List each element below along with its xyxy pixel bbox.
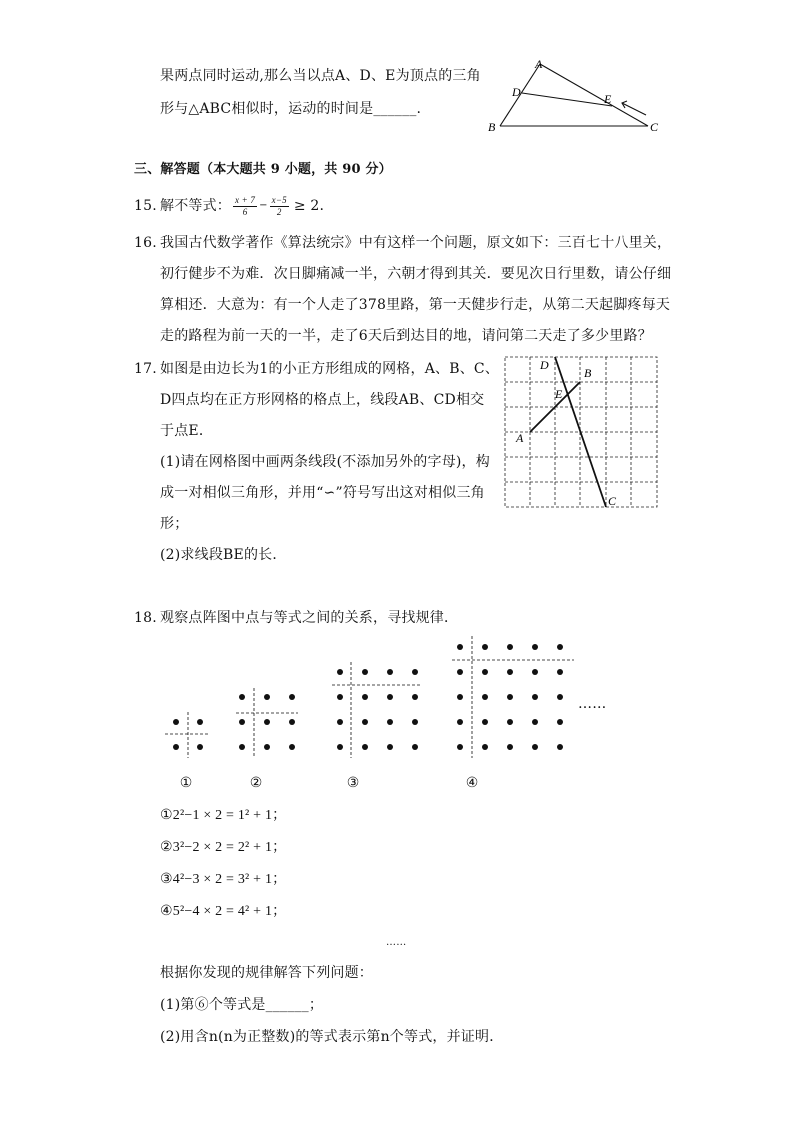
dot-array-ellipsis: …… — [578, 696, 607, 712]
q15-suffix: ≥ 2. — [293, 198, 325, 214]
q18-part2: (2)用含n(n为正整数)的等式表示第n个等式，并证明． — [160, 1029, 504, 1045]
equation-3 — [160, 869, 286, 890]
q16-line-2: 初行健步不为难．次日脚痛减一半，六朝才得到其关．要见次日行里数，请公仔细 — [160, 266, 672, 282]
figure-label-3: ③ — [346, 775, 360, 791]
equation-1-text: 2²−1 × 2 = 1² + 1； — [172, 808, 287, 823]
triangle-figure — [480, 56, 670, 136]
dot-array-1 — [165, 712, 210, 758]
triangle-label-d: D — [512, 85, 521, 99]
q15-fraction-1 — [233, 195, 257, 218]
q15-frac1-den: 6 — [242, 206, 248, 217]
grid-label-b: B — [584, 366, 592, 380]
figure-label-2: ② — [249, 775, 263, 791]
q17-line-4: (1)请在网格图中画两条线段(不添加另外的字母)，构 — [160, 454, 490, 470]
equation-3-text: 4²−3 × 2 = 3² + 1； — [172, 872, 287, 887]
dot-array-2 — [236, 688, 298, 758]
q15-fraction-2 — [270, 195, 289, 218]
figure-label-1: ① — [179, 775, 193, 791]
q17-line-2: D四点均在正方形网格的格点上，线段AB、CD相交 — [160, 392, 485, 408]
triangle-label-e: E — [604, 92, 612, 106]
grid-label-e: E — [555, 387, 563, 401]
grid-label-d: D — [540, 358, 549, 372]
grid-label-a: A — [516, 431, 524, 445]
q15-minus: − — [259, 200, 268, 211]
triangle-label-b: B — [488, 120, 496, 134]
triangle-label-a: A — [535, 57, 543, 71]
q14-line1: 果两点同时运动,那么当以点A、D、E为顶点的三角 — [160, 68, 481, 84]
q18-title: 观察点阵图中点与等式之间的关系，寻找规律． — [160, 610, 459, 626]
triangle-segment-de — [522, 93, 612, 106]
q15-number: 15. — [134, 198, 157, 214]
q17-line-5: 成一对相似三角形，并用“∽”符号写出这对相似三角 — [160, 485, 485, 501]
equation-3-mark: ③ — [160, 871, 173, 887]
triangle-label-c: C — [650, 120, 659, 134]
equation-2-text: 3²−2 × 2 = 2² + 1； — [172, 840, 287, 855]
q17-line-7: (2)求线段BE的长． — [160, 547, 287, 563]
q16-line-4: 走的路程为前一天的一半，走了6天后到达目的地，请问第二天走了多少里路？ — [160, 328, 652, 344]
q16-line-3: 算相还．大意为：有一个人走了378里路，第一天健步行走，从第二天起脚疼每天 — [160, 297, 671, 313]
dot-array-4 — [452, 636, 574, 758]
equation-4-mark: ④ — [160, 903, 173, 919]
q15-prefix: 解不等式： — [160, 198, 231, 214]
figure-label-4: ④ — [465, 775, 479, 791]
q16-line-1: 我国古代数学著作《算法统宗》中有这样一个问题，原文如下：三百七十八里关， — [160, 235, 672, 251]
q18-number: 18. — [134, 610, 157, 626]
q17-grid-figure — [500, 352, 665, 512]
q17-number: 17. — [134, 361, 157, 377]
q17-line-1: 如图是由边长为1的小正方形组成的网格，A、B、C、 — [160, 361, 500, 377]
dot-array-figures — [150, 630, 620, 770]
section3-title: 三、解答题（本大题共 9 小题，共 90 分） — [134, 162, 392, 177]
q16-number: 16. — [134, 235, 157, 251]
equation-2-mark: ② — [160, 839, 173, 855]
equation-1-mark: ① — [160, 807, 173, 823]
q18-part1: (1)第⑥个等式是______； — [160, 997, 324, 1013]
q17-line-6: 形； — [160, 516, 189, 532]
equation-4-text: 5²−4 × 2 = 4² + 1； — [172, 904, 287, 919]
equation-4 — [160, 901, 286, 922]
grid-label-c: C — [608, 494, 617, 508]
q17-line-3: 于点E． — [160, 423, 214, 439]
q15-frac2-num: x−5 — [271, 194, 287, 205]
dot-array-3 — [332, 662, 420, 758]
equation-1 — [160, 805, 286, 826]
equation-2 — [160, 837, 286, 858]
q14-line2: 形与△ABC相似时，运动的时间是______. — [160, 101, 422, 117]
triangle-side-ac — [540, 64, 648, 126]
equations-ellipsis: …… — [386, 937, 407, 948]
q15-line — [160, 191, 324, 221]
q15-frac2-den: 2 — [276, 206, 282, 217]
q15-frac1-num: x + 7 — [235, 194, 256, 205]
q18-prompt: 根据你发现的规律解答下列问题： — [160, 965, 373, 981]
